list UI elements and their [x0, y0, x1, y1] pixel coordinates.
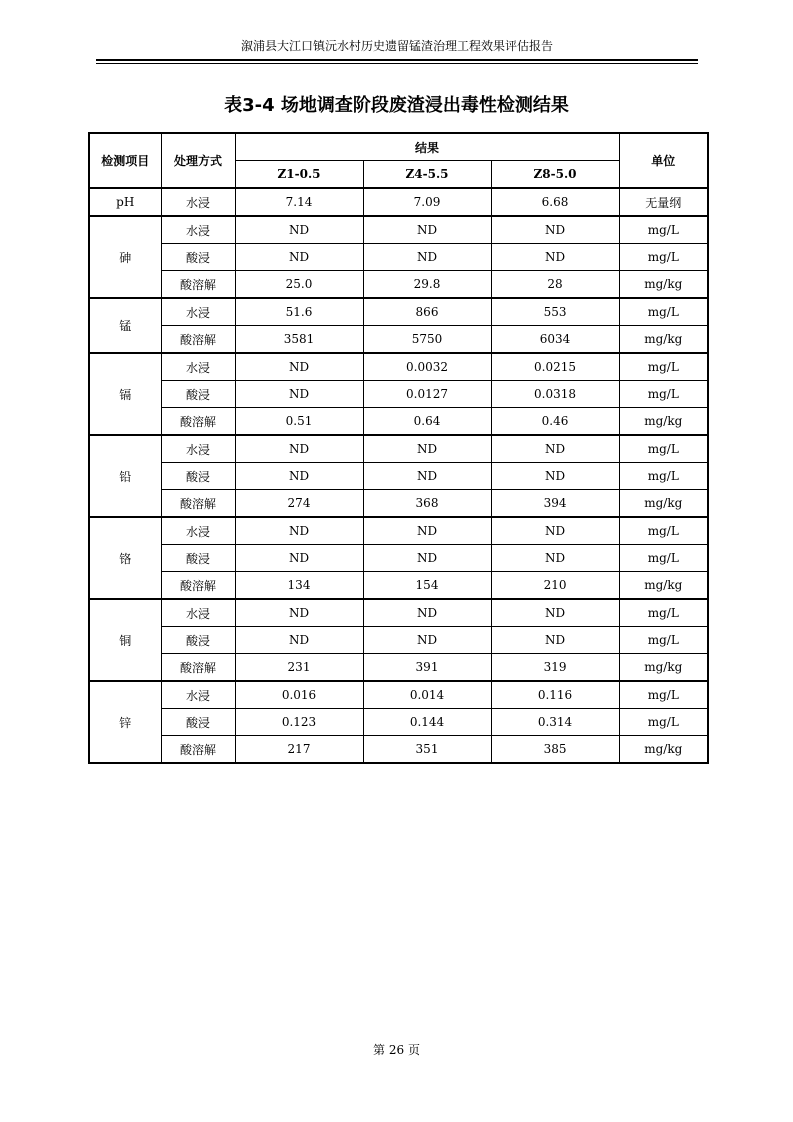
- header-sample: Z4-5.5: [363, 161, 491, 189]
- cell-value: 385: [491, 736, 619, 764]
- cell-value: ND: [363, 545, 491, 572]
- table-row: [89, 572, 708, 600]
- running-header: 溆浦县大江口镇沅水村历史遗留锰渣治理工程效果评估报告: [240, 39, 553, 53]
- cell-value: 0.014: [363, 681, 491, 709]
- cell-method: 水浸: [161, 298, 235, 326]
- cell-value: ND: [363, 216, 491, 244]
- cell-item: 铅: [89, 435, 161, 517]
- header-item: 检测项目: [89, 133, 161, 188]
- cell-value: 3581: [235, 326, 363, 354]
- table-row: [89, 681, 708, 709]
- cell-value: ND: [491, 599, 619, 627]
- cell-value: 0.123: [235, 709, 363, 736]
- cell-unit: mg/L: [619, 627, 708, 654]
- header-sample: Z1-0.5: [235, 161, 363, 189]
- table-row: [89, 627, 708, 654]
- table-row: [89, 435, 708, 463]
- cell-value: 231: [235, 654, 363, 682]
- cell-value: 0.46: [491, 408, 619, 436]
- cell-item: 铜: [89, 599, 161, 681]
- table-row: [89, 326, 708, 354]
- cell-value: 28: [491, 271, 619, 299]
- cell-value: 154: [363, 572, 491, 600]
- cell-unit: mg/L: [619, 216, 708, 244]
- cell-unit: mg/kg: [619, 408, 708, 436]
- cell-value: 866: [363, 298, 491, 326]
- cell-value: ND: [491, 435, 619, 463]
- cell-value: 319: [491, 654, 619, 682]
- cell-value: 0.116: [491, 681, 619, 709]
- cell-unit: mg/kg: [619, 271, 708, 299]
- cell-method: 酸溶解: [161, 654, 235, 682]
- cell-method: 酸浸: [161, 627, 235, 654]
- cell-value: ND: [235, 353, 363, 381]
- cell-method: 水浸: [161, 435, 235, 463]
- cell-unit: mg/L: [619, 463, 708, 490]
- cell-value: 29.8: [363, 271, 491, 299]
- cell-value: ND: [491, 244, 619, 271]
- cell-value: 0.016: [235, 681, 363, 709]
- table-row: [89, 463, 708, 490]
- cell-item: 砷: [89, 216, 161, 298]
- table-row: [89, 517, 708, 545]
- cell-value: 0.144: [363, 709, 491, 736]
- table-row: [89, 599, 708, 627]
- cell-value: ND: [491, 216, 619, 244]
- cell-value: ND: [235, 216, 363, 244]
- table-row: [89, 216, 708, 244]
- cell-value: 394: [491, 490, 619, 518]
- table-row: [89, 298, 708, 326]
- header-rule-thin: [96, 63, 698, 64]
- cell-unit: mg/L: [619, 517, 708, 545]
- cell-method: 酸溶解: [161, 326, 235, 354]
- cell-value: 25.0: [235, 271, 363, 299]
- cell-item: 锌: [89, 681, 161, 763]
- cell-value: ND: [235, 244, 363, 271]
- cell-method: 酸浸: [161, 709, 235, 736]
- table-row: [89, 381, 708, 408]
- table-row: [89, 188, 708, 216]
- cell-method: 酸溶解: [161, 736, 235, 764]
- cell-value: ND: [363, 517, 491, 545]
- cell-method: 酸溶解: [161, 271, 235, 299]
- cell-value: ND: [363, 599, 491, 627]
- cell-value: ND: [363, 435, 491, 463]
- cell-value: 7.09: [363, 188, 491, 216]
- cell-method: 酸浸: [161, 463, 235, 490]
- cell-value: 368: [363, 490, 491, 518]
- cell-value: ND: [235, 599, 363, 627]
- cell-unit: mg/L: [619, 681, 708, 709]
- cell-method: 酸浸: [161, 244, 235, 271]
- table-row: [89, 736, 708, 764]
- cell-value: ND: [491, 463, 619, 490]
- cell-unit: mg/L: [619, 545, 708, 572]
- cell-item: pH: [89, 188, 161, 216]
- table-body: [89, 188, 708, 763]
- table-row: [89, 353, 708, 381]
- cell-value: ND: [363, 627, 491, 654]
- table-row: [89, 654, 708, 682]
- cell-unit: mg/kg: [619, 572, 708, 600]
- cell-value: ND: [235, 381, 363, 408]
- cell-item: 镉: [89, 353, 161, 435]
- cell-unit: mg/kg: [619, 326, 708, 354]
- cell-method: 水浸: [161, 681, 235, 709]
- cell-value: ND: [235, 435, 363, 463]
- cell-method: 水浸: [161, 517, 235, 545]
- cell-unit: mg/L: [619, 709, 708, 736]
- cell-item: 锰: [89, 298, 161, 353]
- cell-method: 酸浸: [161, 381, 235, 408]
- cell-method: 水浸: [161, 599, 235, 627]
- table-row: [89, 271, 708, 299]
- cell-unit: mg/L: [619, 435, 708, 463]
- header-sample: Z8-5.0: [491, 161, 619, 189]
- cell-value: ND: [235, 545, 363, 572]
- cell-value: 351: [363, 736, 491, 764]
- table-row: [89, 244, 708, 271]
- cell-value: ND: [491, 517, 619, 545]
- header-method: 处理方式: [161, 133, 235, 188]
- cell-method: 酸溶解: [161, 490, 235, 518]
- leaching-toxicity-table: [88, 132, 709, 764]
- cell-unit: mg/L: [619, 381, 708, 408]
- cell-unit: 无量纲: [619, 188, 708, 216]
- cell-value: 217: [235, 736, 363, 764]
- cell-unit: mg/L: [619, 244, 708, 271]
- cell-value: ND: [235, 517, 363, 545]
- cell-method: 酸溶解: [161, 572, 235, 600]
- header-unit: 单位: [619, 133, 708, 188]
- cell-unit: mg/L: [619, 353, 708, 381]
- cell-unit: mg/kg: [619, 654, 708, 682]
- cell-value: 274: [235, 490, 363, 518]
- cell-method: 水浸: [161, 353, 235, 381]
- table-row: [89, 545, 708, 572]
- cell-value: 51.6: [235, 298, 363, 326]
- cell-value: ND: [235, 627, 363, 654]
- cell-value: 391: [363, 654, 491, 682]
- cell-value: 0.0127: [363, 381, 491, 408]
- cell-value: 6.68: [491, 188, 619, 216]
- cell-value: 0.314: [491, 709, 619, 736]
- cell-value: 0.0318: [491, 381, 619, 408]
- cell-unit: mg/kg: [619, 736, 708, 764]
- cell-value: 0.0032: [363, 353, 491, 381]
- cell-value: ND: [491, 627, 619, 654]
- cell-value: 7.14: [235, 188, 363, 216]
- cell-method: 酸浸: [161, 545, 235, 572]
- page-number: 第 26 页: [373, 1043, 420, 1057]
- cell-unit: mg/kg: [619, 490, 708, 518]
- cell-unit: mg/L: [619, 298, 708, 326]
- cell-value: ND: [363, 244, 491, 271]
- cell-value: 0.0215: [491, 353, 619, 381]
- cell-method: 水浸: [161, 216, 235, 244]
- cell-value: 553: [491, 298, 619, 326]
- cell-value: 0.51: [235, 408, 363, 436]
- cell-value: 5750: [363, 326, 491, 354]
- cell-value: ND: [491, 545, 619, 572]
- cell-unit: mg/L: [619, 599, 708, 627]
- header-result: 结果: [235, 133, 619, 161]
- cell-value: 134: [235, 572, 363, 600]
- cell-method: 水浸: [161, 188, 235, 216]
- table-row: [89, 709, 708, 736]
- cell-method: 酸溶解: [161, 408, 235, 436]
- cell-value: ND: [363, 463, 491, 490]
- cell-value: ND: [235, 463, 363, 490]
- cell-item: 铬: [89, 517, 161, 599]
- header-rule-thick: [96, 59, 698, 61]
- table-title: 表3-4 场地调查阶段废渣浸出毒性检测结果: [224, 95, 569, 116]
- table-row: [89, 490, 708, 518]
- table-row: [89, 408, 708, 436]
- cell-value: 6034: [491, 326, 619, 354]
- cell-value: 0.64: [363, 408, 491, 436]
- cell-value: 210: [491, 572, 619, 600]
